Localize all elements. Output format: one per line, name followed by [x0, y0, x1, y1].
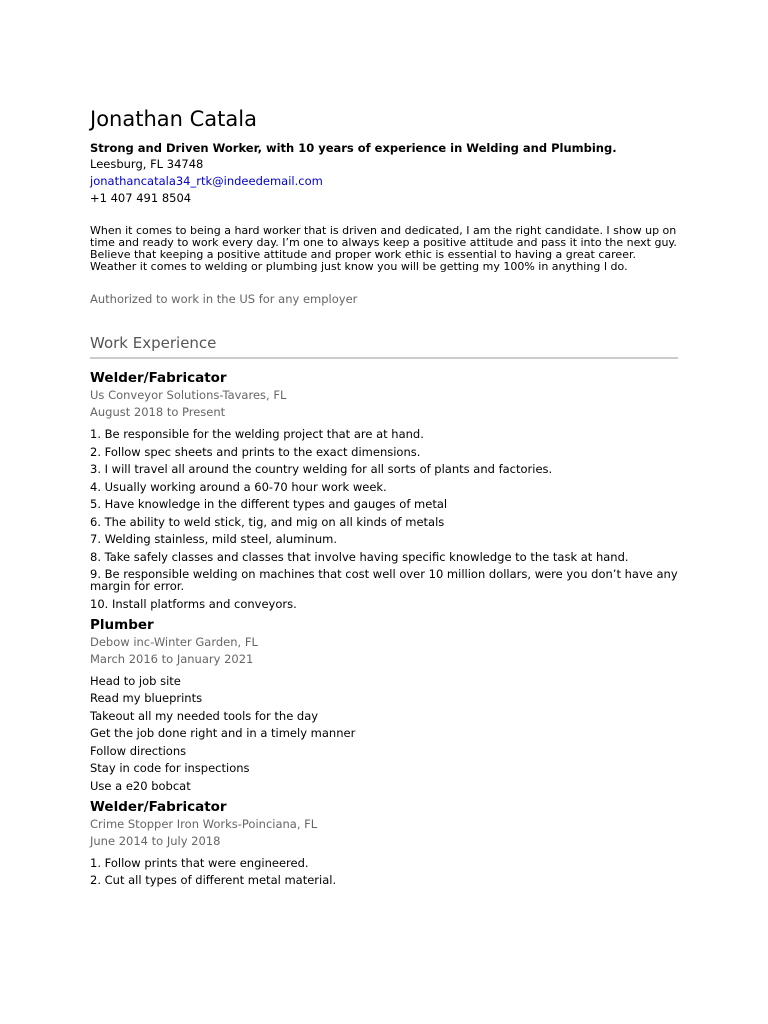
job-dates: March 2016 to January 2021: [90, 651, 254, 666]
candidate-summary: When it comes to being a hard worker that is driven and dedicated, I am the right candidate. I show up on time and ready to work every day. I’m one to always keep a positive attitude and pass it into the next guy. Believe that keeping a positive attitude and proper work ethic is essential to having a great career. Weather it comes to welding or plumbing just know you will be getting my 100% in anything I do.: [90, 224, 677, 273]
job-duties-list: [90, 428, 678, 610]
job-duty: Read my blueprints: [90, 691, 203, 705]
job-company: Crime Stopper Iron Works-Poinciana, FL: [90, 816, 318, 831]
work-experience-heading: Work Experience: [90, 333, 678, 359]
job-dates: August 2018 to Present: [90, 405, 226, 419]
job-duty: Use a e20 bobcat: [90, 778, 191, 793]
job-duty: Get the job done right and in a timely manner: [90, 726, 356, 740]
job-duty: Follow directions: [90, 743, 187, 758]
job-duty: 2. Follow spec sheets and prints to the exact dimensions.: [90, 444, 421, 459]
work-authorization: Authorized to work in the US for any employer: [90, 292, 358, 306]
job-duty: 3. I will travel all around the country welding for all sorts of plants and factories.: [90, 462, 553, 476]
job-title: Welder/Fabricator: [90, 798, 227, 815]
candidate-phone: +1 407 491 8504: [90, 191, 192, 205]
job-duty: 5. Have knowledge in the different types and gauges of metal: [90, 497, 448, 511]
job-entry: [90, 369, 678, 610]
job-duty: 8. Take safely classes and classes that involve having specific knowledge to the task at hand.: [90, 549, 629, 564]
job-duty: 4. Usually working around a 60-70 hour work week.: [90, 479, 387, 494]
job-title: Plumber: [90, 616, 154, 633]
job-duty: Takeout all my needed tools for the day: [90, 708, 319, 723]
job-duty: 7. Welding stainless, mild steel, aluminum.: [90, 532, 337, 546]
job-duty: 6. The ability to weld stick, tig, and mig on all kinds of metals: [90, 514, 445, 529]
candidate-email-link[interactable]: jonathancatala34_rtk@indeedemail.com: [90, 174, 323, 188]
job-dates: June 2014 to July 2018: [90, 833, 221, 848]
job-company: Debow inc-Winter Garden, FL: [90, 634, 258, 649]
job-duties-list: [90, 857, 678, 887]
candidate-name: Jonathan Catala: [90, 107, 257, 131]
candidate-location: Leesburg, FL 34748: [90, 157, 204, 171]
candidate-email-row: [90, 173, 678, 190]
job-duty: 1. Be responsible for the welding project that are at hand.: [90, 427, 424, 441]
job-title: Welder/Fabricator: [90, 370, 227, 386]
job-duties-list: [90, 675, 678, 792]
resume-content: [90, 104, 678, 892]
job-duty: 10. Install platforms and conveyors.: [90, 596, 297, 611]
job-entry: [90, 616, 678, 792]
job-duty: Stay in code for inspections: [90, 761, 250, 775]
candidate-headline: Strong and Driven Worker, with 10 years of experience in Welding and Plumbing.: [90, 141, 617, 155]
job-duty: Head to job site: [90, 673, 181, 688]
job-duty: 9. Be responsible welding on machines that cost well over 10 million dollars, were you don’t have any margin for error.: [90, 567, 678, 593]
job-company: Us Conveyor Solutions-Tavares, FL: [90, 388, 287, 402]
job-entry: [90, 798, 678, 887]
job-duty: 2. Cut all types of different metal material.: [90, 873, 337, 887]
job-duty: 1. Follow prints that were engineered.: [90, 855, 309, 870]
